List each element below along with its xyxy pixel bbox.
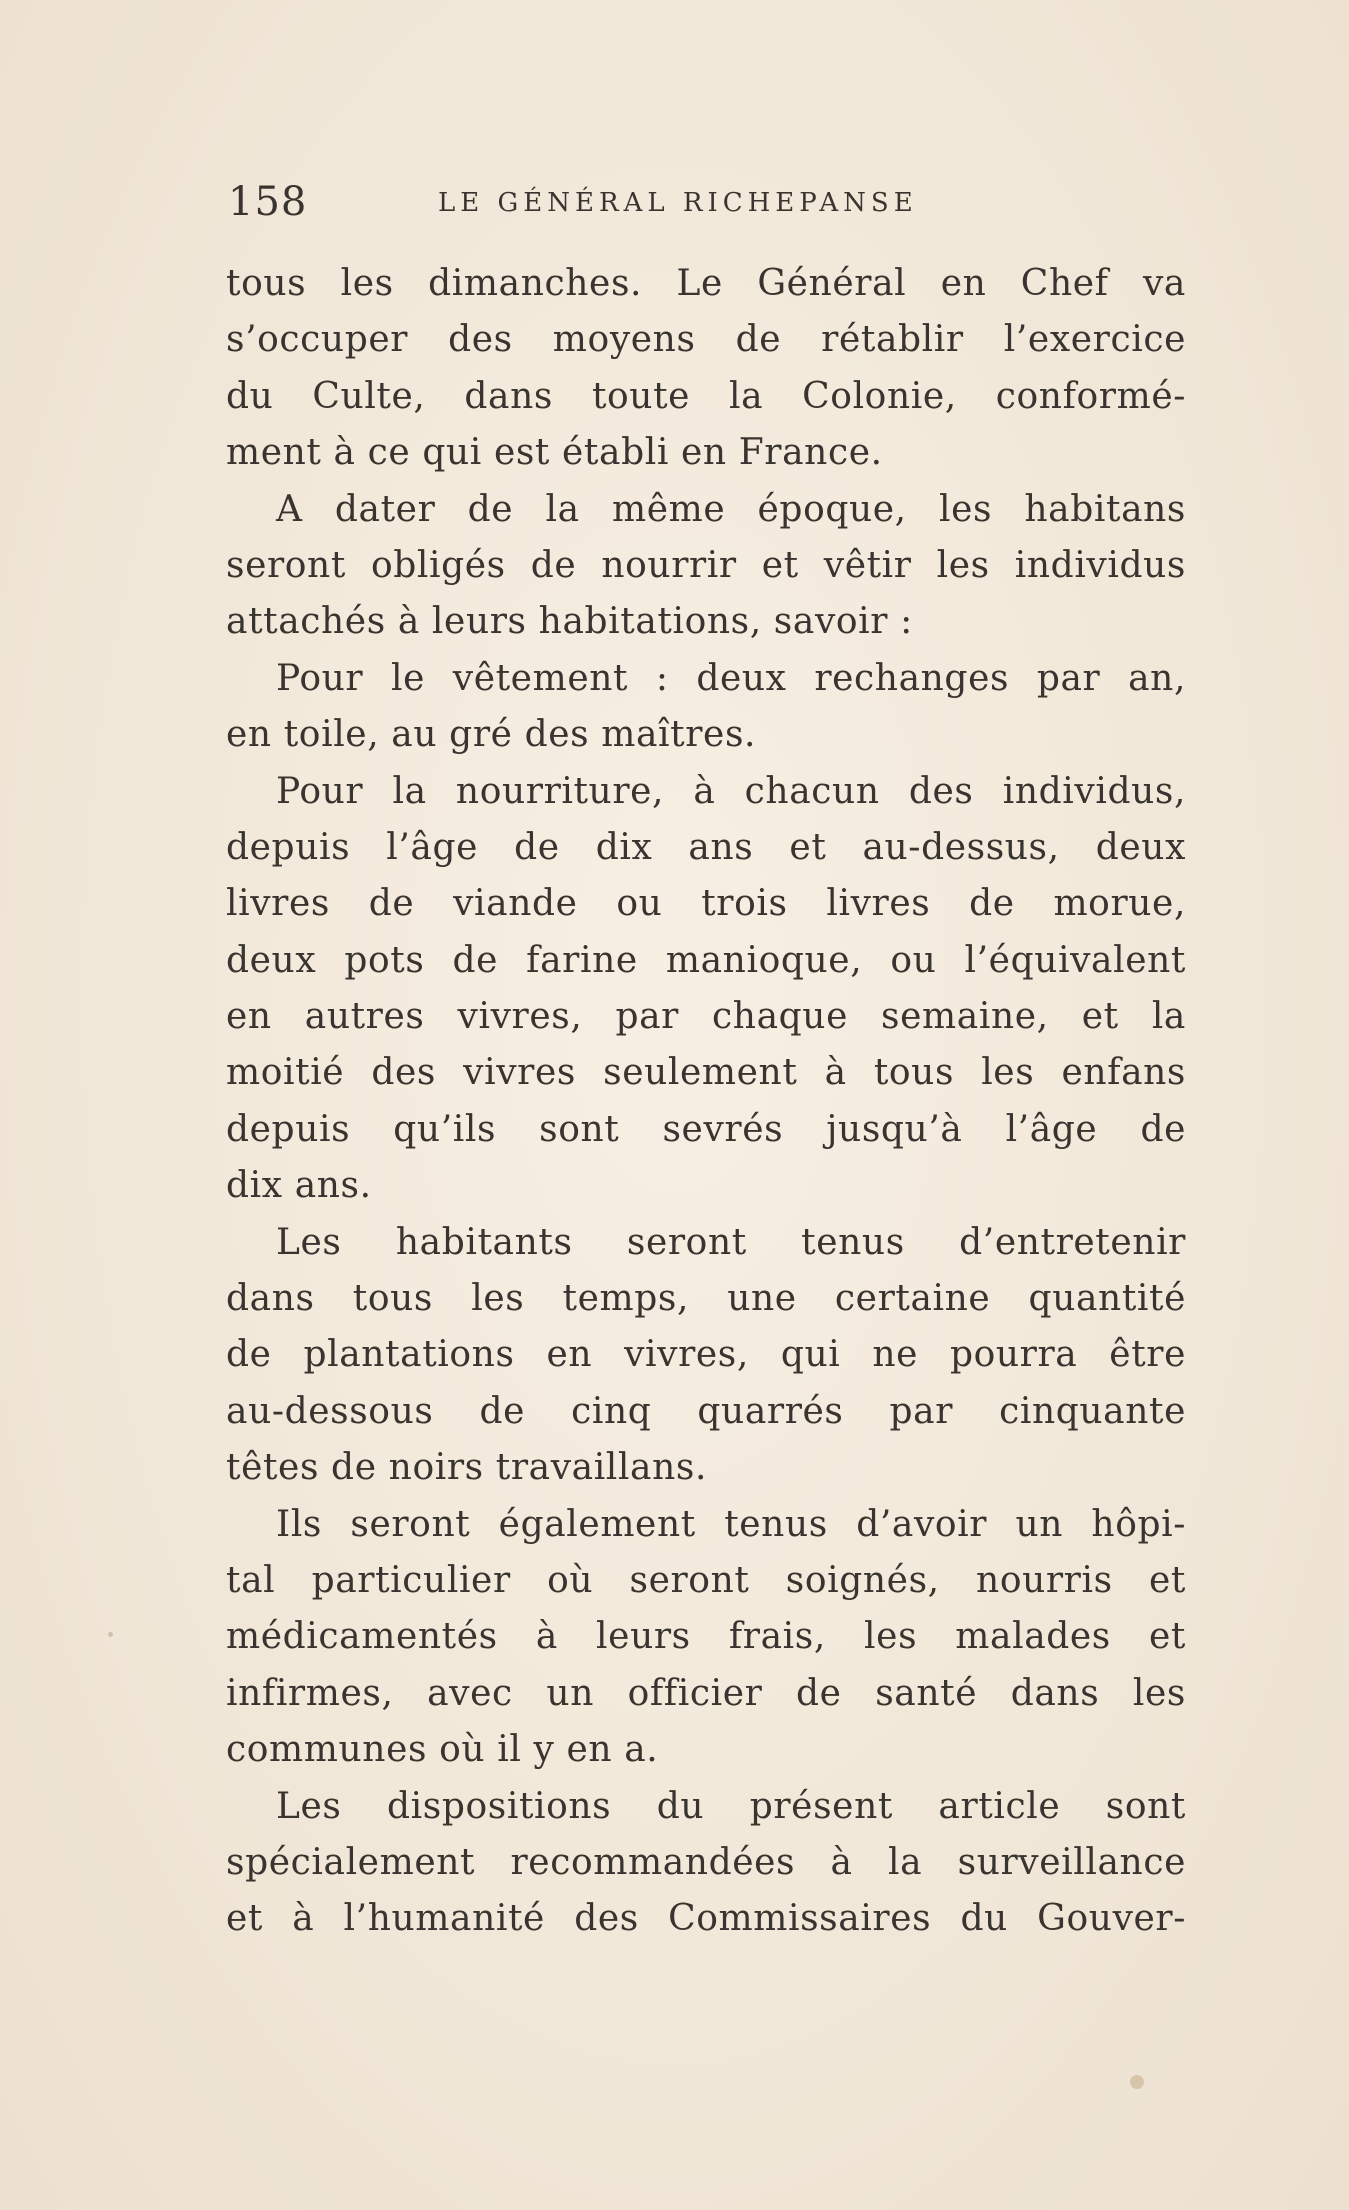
text-line: s’occuper des moyens de rétablir l’exercice <box>226 319 1186 361</box>
text-line: spécialement recommandées à la surveillance <box>226 1841 1186 1883</box>
text-line: infirmes, avec un officier de santé dans les <box>226 1672 1186 1714</box>
text-line: dans tous les temps, une certaine quantité <box>226 1278 1186 1320</box>
text-line: et à l’humanité des Commissaires du Gouver- <box>226 1898 1186 1940</box>
text-line: dix ans. <box>226 1165 372 1207</box>
text-line: Pour le vêtement : deux rechanges par an, <box>276 657 1186 699</box>
text-line: têtes de noirs travaillans. <box>226 1447 708 1489</box>
body-text <box>226 256 1186 1948</box>
text-line: livres de viande ou trois livres de morue, <box>226 883 1186 925</box>
text-line: en autres vivres, par chaque semaine, et la <box>226 996 1186 1038</box>
paper-stain <box>108 1632 113 1637</box>
text-line: en toile, au gré des maîtres. <box>226 714 757 756</box>
text-line: attachés à leurs habitations, savoir : <box>226 601 913 643</box>
running-title: LE GÉNÉRAL RICHEPANSE <box>438 188 918 218</box>
text-line: médicamentés à leurs frais, les malades et <box>226 1616 1186 1658</box>
text-line: seront obligés de nourrir et vêtir les individus <box>226 544 1186 586</box>
text-line: communes où il y en a. <box>226 1729 659 1771</box>
running-head <box>228 172 988 232</box>
text-line: tous les dimanches. Le Général en Chef va <box>226 263 1186 304</box>
text-line: au-dessous de cinq quarrés par cinquante <box>226 1390 1186 1432</box>
page-number: 158 <box>228 179 308 225</box>
text-line: du Culte, dans toute la Colonie, conformé- <box>226 375 1186 417</box>
text-line: Les dispositions du présent article sont <box>276 1785 1186 1827</box>
text-line: de plantations en vivres, qui ne pourra être <box>226 1334 1186 1376</box>
text-line: depuis qu’ils sont sevrés jusqu’à l’âge de <box>226 1108 1186 1150</box>
text-line: depuis l’âge de dix ans et au-dessus, deux <box>226 826 1186 868</box>
text-line: A dater de la même époque, les habitans <box>276 488 1186 530</box>
text-line: Les habitants seront tenus d’entretenir <box>276 1221 1186 1263</box>
text-line: Pour la nourriture, à chacun des individus, <box>276 770 1186 812</box>
paper-stain <box>1130 2075 1144 2089</box>
text-line: deux pots de farine manioque, ou l’équivalent <box>226 939 1186 981</box>
text-line: moitié des vivres seulement à tous les enfans <box>226 1052 1186 1094</box>
text-line: tal particulier où seront soignés, nourris et <box>226 1559 1186 1601</box>
text-line: ment à ce qui est établi en France. <box>226 432 883 474</box>
text-line: Ils seront également tenus d’avoir un hôpi- <box>276 1503 1186 1545</box>
